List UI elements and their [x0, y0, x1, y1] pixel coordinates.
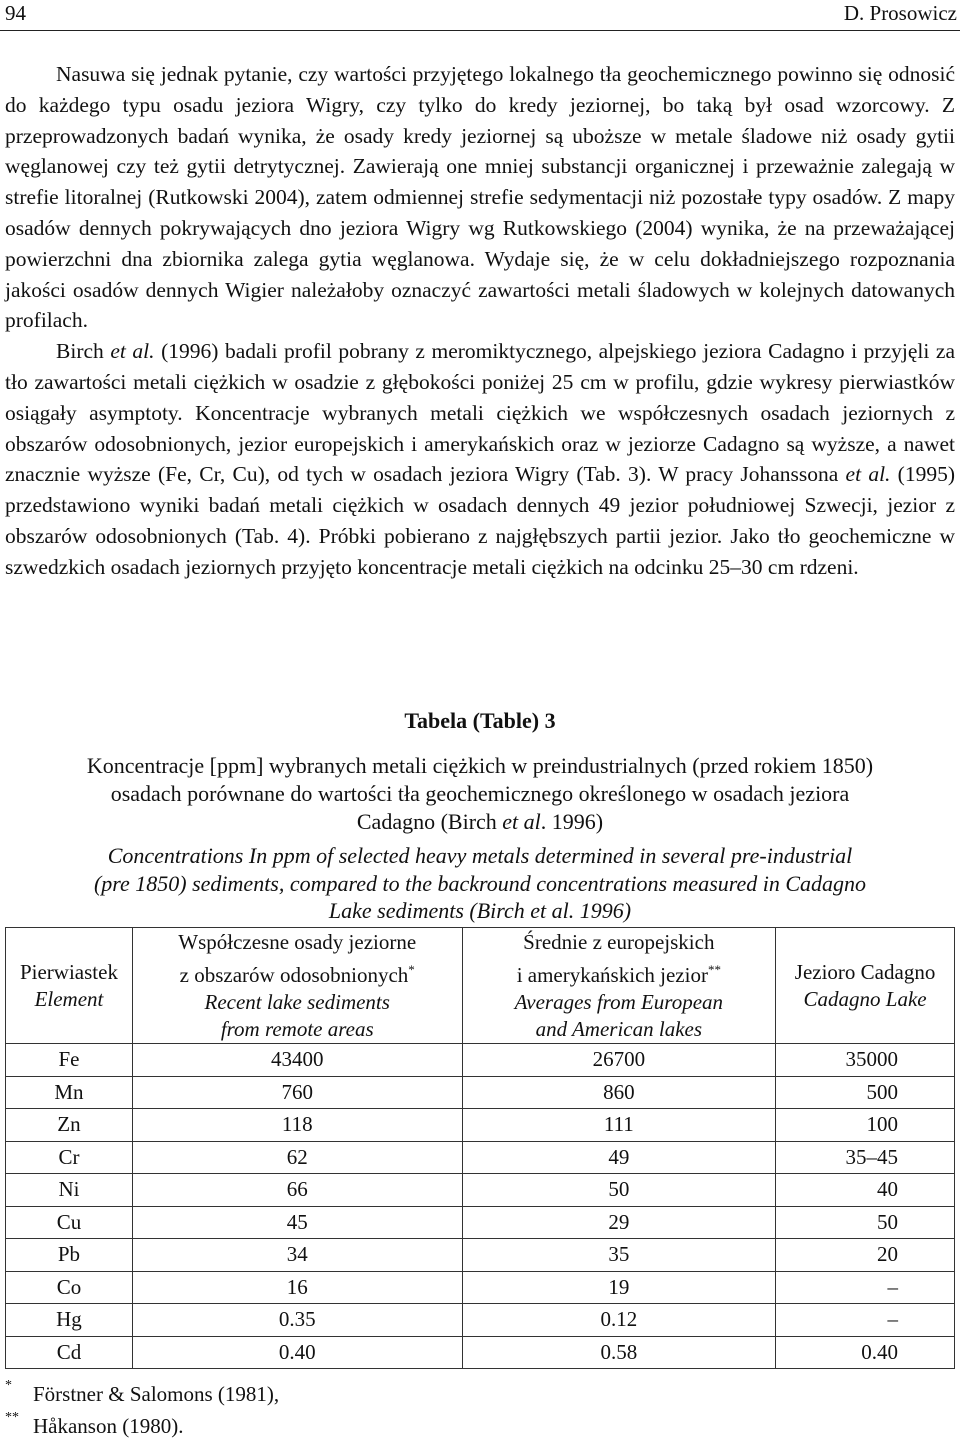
table-caption-polish [0, 752, 960, 836]
header-recent-en-1: Recent lake sediments [204, 989, 390, 1014]
cell-cadagno: 50 [776, 1206, 955, 1239]
table-row [6, 1044, 955, 1077]
cell-average: 35 [462, 1239, 776, 1272]
footnote-1-text: Förstner & Salomons (1981), [33, 1382, 280, 1406]
cell-average: 26700 [462, 1044, 776, 1077]
caption-pl-line-3a: Cadagno (Birch [356, 809, 503, 834]
table-caption-english [0, 842, 960, 925]
cell-cadagno: 20 [776, 1239, 955, 1272]
header-element [6, 928, 133, 1044]
header-element-en: Element [34, 986, 104, 1011]
table-header-row [6, 928, 955, 1044]
p2-etal-2: et al. [845, 462, 891, 487]
footnote-mark-2: ** [707, 961, 721, 977]
header-cadagno-pl: Jezioro Cadagno [794, 959, 936, 984]
table-row [6, 1076, 955, 1109]
header-recent-en-2: from remote areas [220, 1016, 374, 1041]
caption-en-line-2: (pre 1850) sediments, compared to the backround concentrations measured in Cadagno [93, 870, 867, 896]
table-row [6, 1141, 955, 1174]
cell-cadagno: 40 [776, 1174, 955, 1207]
table-row [6, 1174, 955, 1207]
header-element-pl: Pierwiastek [19, 959, 118, 984]
caption-pl-line-3c: . 1996) [540, 809, 604, 834]
cell-recent: 45 [132, 1206, 462, 1239]
header-recent [132, 928, 462, 1044]
footnote-2-mark: ** [5, 1410, 19, 1425]
header-averages [462, 928, 776, 1044]
header-cadagno [776, 928, 955, 1044]
cell-average: 0.58 [462, 1336, 776, 1369]
cell-element: Pb [6, 1239, 133, 1272]
p2-part-e: (1995) przedstawiono wyniki badań metali ciężkich w osadach dennych 49 jezior południowej Szwecji, jezior z obszarów odosobnionych (Tab. 4). Próbki pobierano z najgłębszych partii jezior. Jako tło geochemiczne w szwedzkich osadach jeziornych przyjęto koncentracje metali ciężkich na odcinku 25–30 cm rdzeni. [5, 462, 955, 579]
header-recent-pl-2: z obszarów odosobnionych [179, 962, 409, 987]
cell-cadagno: 35–45 [776, 1141, 955, 1174]
header-recent-pl-2-wrap [133, 956, 462, 989]
table-row [6, 1239, 955, 1272]
cell-recent: 62 [132, 1141, 462, 1174]
p2-part-a: Birch [56, 339, 111, 364]
cell-average: 0.12 [462, 1304, 776, 1337]
table-footnotes [5, 1378, 279, 1442]
footnote-2-text: Håkanson (1980). [33, 1414, 184, 1438]
footnote-1-mark: * [5, 1378, 12, 1393]
page-number: 94 [5, 1, 26, 25]
cell-cadagno: 100 [776, 1109, 955, 1142]
cell-recent: 118 [132, 1109, 462, 1142]
cell-recent: 0.40 [132, 1336, 462, 1369]
header-avg-en-2: and American lakes [535, 1016, 703, 1041]
cell-element: Cr [6, 1141, 133, 1174]
cell-element: Cd [6, 1336, 133, 1369]
table-row [6, 1271, 955, 1304]
caption-pl-line-3 [0, 808, 960, 836]
metals-table [5, 927, 955, 1369]
table-title: Tabela (Table) 3 [404, 708, 556, 733]
cell-element: Ni [6, 1174, 133, 1207]
cell-recent: 0.35 [132, 1304, 462, 1337]
footnote-1 [5, 1378, 279, 1410]
cell-element: Mn [6, 1076, 133, 1109]
footnote-mark-1: * [408, 961, 415, 977]
paragraph-1: Nasuwa się jednak pytanie, czy wartości przyjętego lokalnego tła geochemicznego powinno się odnosić do każdego typu osadu jeziora Wigry, czy tylko do kredy jeziornej, bo taką był osad wzorcowy. Z przeprowadzonych badań wynika, że osady kredy jeziornej są uboższe w metale śladowe niż osady gytii węglanowej czy też gytii detrytycznej. Zawierają one mniej substancji organicznej i przeważnie zalegają w strefie litoralnej (Rutkowski 2004), zatem odmiennej strefie sedymentacji niż pozostałe typy osadów. Z mapy osadów dennych pokrywających dno jeziora Wigry wg Rutkowskiego (2004) wynika, że na przeważającej powierzchni dna zbiornika zalega gytia węglanowa. Wydaje się, że w celu dokładniejszego rozpoznania jakości osadów dennych Wigier należałoby oznaczyć zawartości metali śladowych w kolejnych datowanych profilach. [5, 62, 955, 333]
cell-recent: 66 [132, 1174, 462, 1207]
cell-element: Co [6, 1271, 133, 1304]
cell-cadagno: 500 [776, 1076, 955, 1109]
cell-cadagno: – [776, 1304, 955, 1337]
caption-en-line-3: Lake sediments (Birch et al. 1996) [328, 898, 632, 923]
table-row [6, 1336, 955, 1369]
caption-pl-line-1: Koncentracje [ppm] wybranych metali ciężkich w preindustrialnych (przed rokiem 1850) [86, 753, 874, 778]
cell-element: Cu [6, 1206, 133, 1239]
cell-average: 29 [462, 1206, 776, 1239]
cell-cadagno: 35000 [776, 1044, 955, 1077]
cell-average: 49 [462, 1141, 776, 1174]
cell-recent: 16 [132, 1271, 462, 1304]
body-text [5, 59, 955, 583]
table-row [6, 1109, 955, 1142]
paragraph-2 [5, 336, 955, 582]
cell-average: 860 [462, 1076, 776, 1109]
cell-recent: 43400 [132, 1044, 462, 1077]
cell-element: Fe [6, 1044, 133, 1077]
cell-average: 19 [462, 1271, 776, 1304]
header-avg-pl-2: i amerykańskich jezior [516, 962, 708, 987]
running-author: D. Prosowicz [843, 1, 957, 25]
p2-part-c: (1996) badali profil pobrany z meromiktycznego, alpejskiego jeziora Cadagno i przyjęli za tło zawartości metali ciężkich w osadzie z głębokości poniżej 25 cm w profilu, gdzie wykresy pierwiastków osiągały asymptoty. Koncentracje wybranych metali ciężkich we współczesnych osadach jeziornych z obszarów odosobnionych, jezior europejskich i amerykańskich oraz w jeziorze Cadagno są wyższe, a nawet znacznie wyższe (Fe, Cr, Cu), od tych w osadach jeziora Wigry (Tab. 3). W pracy Johanssona [5, 339, 955, 487]
cell-recent: 760 [132, 1076, 462, 1109]
header-avg-en-1: Averages from European [514, 989, 724, 1014]
cell-element: Zn [6, 1109, 133, 1142]
cell-average: 111 [462, 1109, 776, 1142]
cell-cadagno: 0.40 [776, 1336, 955, 1369]
header-avg-pl-1: Średnie z europejskich [523, 929, 715, 954]
table-row [6, 1304, 955, 1337]
header-avg-pl-2-wrap [463, 956, 776, 989]
header-cadagno-en: Cadagno Lake [803, 986, 927, 1011]
cell-element: Hg [6, 1304, 133, 1337]
cell-recent: 34 [132, 1239, 462, 1272]
running-header [0, 0, 960, 31]
table-body [6, 1044, 955, 1369]
cell-average: 50 [462, 1174, 776, 1207]
p2-etal-1: et al. [110, 339, 155, 364]
header-recent-pl-1: Współczesne osady jeziorne [178, 929, 417, 954]
table-row [6, 1206, 955, 1239]
caption-en-line-1: Concentrations In ppm of selected heavy metals determined in several pre-industrial [107, 843, 853, 868]
caption-pl-etal: et al [502, 809, 541, 834]
caption-pl-line-2: osadach porównane do wartości tła geochemicznego określonego w osadach jeziora [110, 781, 850, 806]
footnote-2 [5, 1410, 279, 1442]
cell-cadagno: – [776, 1271, 955, 1304]
